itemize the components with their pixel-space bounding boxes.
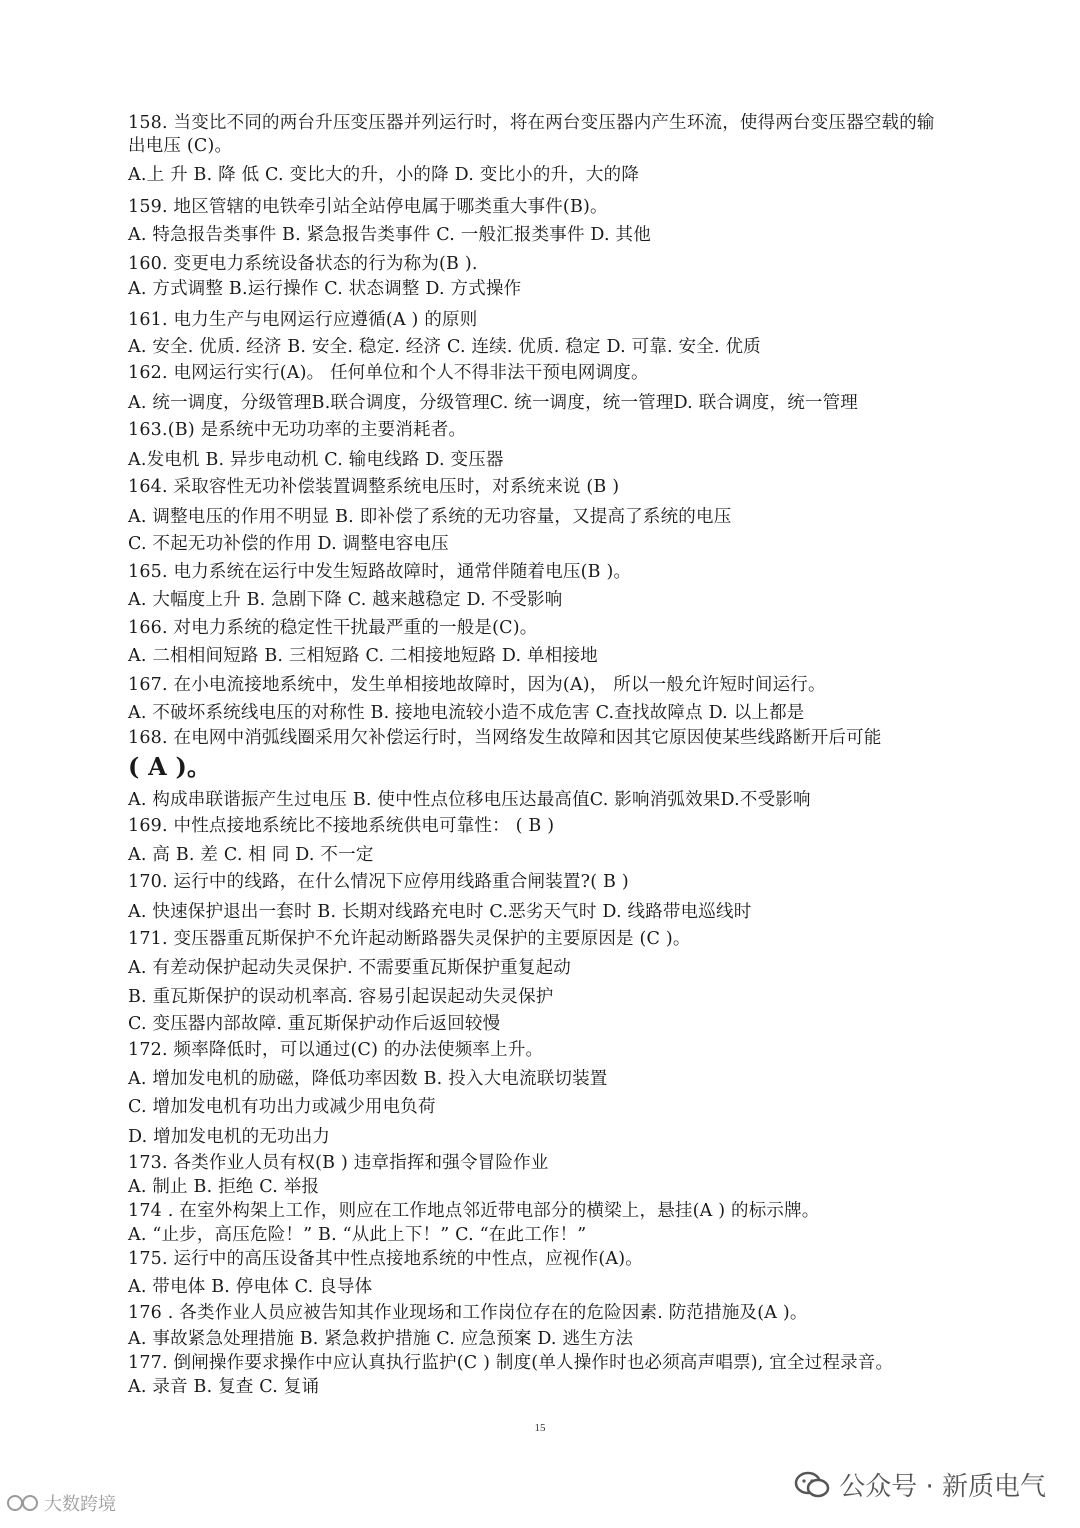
text-line: A. 快速保护退出一套时 B. 长期对线路充电时 C.恶劣天气时 D. 线路带电巡线时	[128, 902, 752, 922]
text-line: A. 大幅度上升 B. 急剧下降 C. 越来越稳定 D. 不受影响	[128, 590, 563, 610]
text-line: A. 统一调度，分级管理B.联合调度，分级管理C. 统一调度，统一管理D. 联合调度，统一管理	[128, 393, 859, 413]
text-line: A. 安全. 优质. 经济 B. 安全. 稳定. 经济 C. 连续. 优质. 稳定 D. 可靠. 安全. 优质	[128, 337, 761, 357]
text-line: A. “止步，高压危险！” B. “从此上下！” C. “在此工作！”	[128, 1225, 587, 1245]
text-line: 165. 电力系统在运行中发生短路故障时，通常伴随着电压(B )。	[128, 562, 632, 582]
text-line: 162. 电网运行实行(A)。 任何单位和个人不得非法干预电网调度。	[128, 363, 649, 383]
text-line: A. 事故紧急处理措施 B. 紧急救护措施 C. 应急预案 D. 逃生方法	[128, 1329, 634, 1349]
wechat-icon	[793, 1470, 831, 1500]
watermark-left	[6, 1490, 116, 1516]
page-number: 15	[534, 1422, 546, 1434]
text-line: 173. 各类作业人员有权(B ) 违章指挥和强令冒险作业	[128, 1153, 549, 1173]
text-line: B. 重瓦斯保护的误动机率高. 容易引起误起动失灵保护	[128, 987, 554, 1007]
text-line: 159. 地区管辖的电铁牵引站全站停电属于哪类重大事件(B)。	[128, 197, 608, 217]
text-line: 169. 中性点接地系统比不接地系统供电可靠性： ( B )	[128, 816, 555, 836]
text-line: C. 变压器内部故障. 重瓦斯保护动作后返回较慢	[128, 1014, 501, 1034]
text-line: 177. 倒闸操作要求操作中应认真执行监护(C ) 制度(单人操作时也必须高声唱票), 宜全过程录音。	[128, 1353, 894, 1373]
text-line: A. 有差动保护起动失灵保护. 不需要重瓦斯保护重复起动	[128, 958, 571, 978]
text-line: 176 . 各类作业人员应被告知其作业现场和工作岗位存在的危险因素. 防范措施及(A )。	[128, 1303, 808, 1323]
text-line: A.发电机 B. 异步电动机 C. 输电线路 D. 变压器	[128, 450, 504, 470]
watermark-left-text: 大数跨境	[44, 1494, 116, 1515]
watermark-right	[793, 1466, 1046, 1503]
text-line: C. 增加发电机有功出力或减少用电负荷	[128, 1097, 436, 1117]
text-line: 166. 对电力系统的稳定性干扰最严重的一般是(C)。	[128, 618, 538, 638]
brand-logo-icon	[6, 1491, 40, 1515]
text-line: 158. 当变比不同的两台升压变压器并列运行时，将在两台变压器内产生环流，使得两台变压器空载的输	[128, 113, 935, 133]
text-line: A. 构成串联谐振产生过电压 B. 使中性点位移电压达最高值C. 影响消弧效果D.不受影响	[128, 790, 811, 810]
text-line: 174 . 在室外构架上工作，则应在工作地点邻近带电部分的横梁上，悬挂(A ) 的标示牌。	[128, 1201, 820, 1221]
text-line: A. 高 B. 差 C. 相 同 D. 不一定	[128, 845, 374, 865]
text-line: 160. 变更电力系统设备状态的行为称为(B ).	[128, 254, 478, 274]
text-line: 170. 运行中的线路，在什么情况下应停用线路重合闸装置?( B )	[128, 872, 629, 892]
text-line: D. 增加发电机的无功出力	[128, 1127, 331, 1147]
text-line: 出电压 (C)。	[128, 136, 233, 156]
text-line: 168. 在电网中消弧线圈采用欠补偿运行时，当网络发生故障和因其它原因使某些线路断开后可能	[128, 728, 882, 748]
text-line: A. 录音 B. 复查 C. 复诵	[128, 1377, 320, 1397]
text-line: 161. 电力生产与电网运行应遵循(A ) 的原则	[128, 310, 478, 330]
text-line: A. 带电体 B. 停电体 C. 良导体	[128, 1277, 373, 1297]
text-line: ( A )。	[128, 752, 212, 781]
text-line: 163.(B) 是系统中无功功率的主要消耗者。	[128, 420, 467, 440]
text-line: 172. 频率降低时，可以通过(C) 的办法使频率上升。	[128, 1040, 544, 1060]
text-line: C. 不起无功补偿的作用 D. 调整电容电压	[128, 534, 449, 554]
text-line: 171. 变压器重瓦斯保护不允许起动断路器失灵保护的主要原因是 (C )。	[128, 929, 691, 949]
text-line: 167. 在小电流接地系统中，发生单相接地故障时，因为(A)， 所以一般允许短时间运行。	[128, 675, 826, 695]
text-line: 175. 运行中的高压设备其中性点接地系统的中性点，应视作(A)。	[128, 1249, 643, 1269]
watermark-right-text: 公众号 · 新质电气	[839, 1472, 1046, 1502]
text-line: A. 特急报告类事件 B. 紧急报告类事件 C. 一般汇报类事件 D. 其他	[128, 225, 651, 245]
text-line: A. 调整电压的作用不明显 B. 即补偿了系统的无功容量，又提高了系统的电压	[128, 507, 732, 527]
text-line: A. 方式调整 B.运行操作 C. 状态调整 D. 方式操作	[128, 279, 522, 299]
text-line: A. 二相相间短路 B. 三相短路 C. 二相接地短路 D. 单相接地	[128, 646, 598, 666]
text-line: A. 不破坏系统线电压的对称性 B. 接地电流较小造不成危害 C.查找故障点 D. 以上都是	[128, 703, 805, 723]
text-line: A. 增加发电机的励磁，降低功率因数 B. 投入大电流联切装置	[128, 1069, 608, 1089]
text-line: 164. 采取容性无功补偿装置调整系统电压时，对系统来说 (B )	[128, 477, 620, 497]
text-line: A.上 升 B. 降 低 C. 变比大的升，小的降 D. 变比小的升，大的降	[128, 165, 640, 185]
text-line: A. 制止 B. 拒绝 C. 举报	[128, 1177, 320, 1197]
